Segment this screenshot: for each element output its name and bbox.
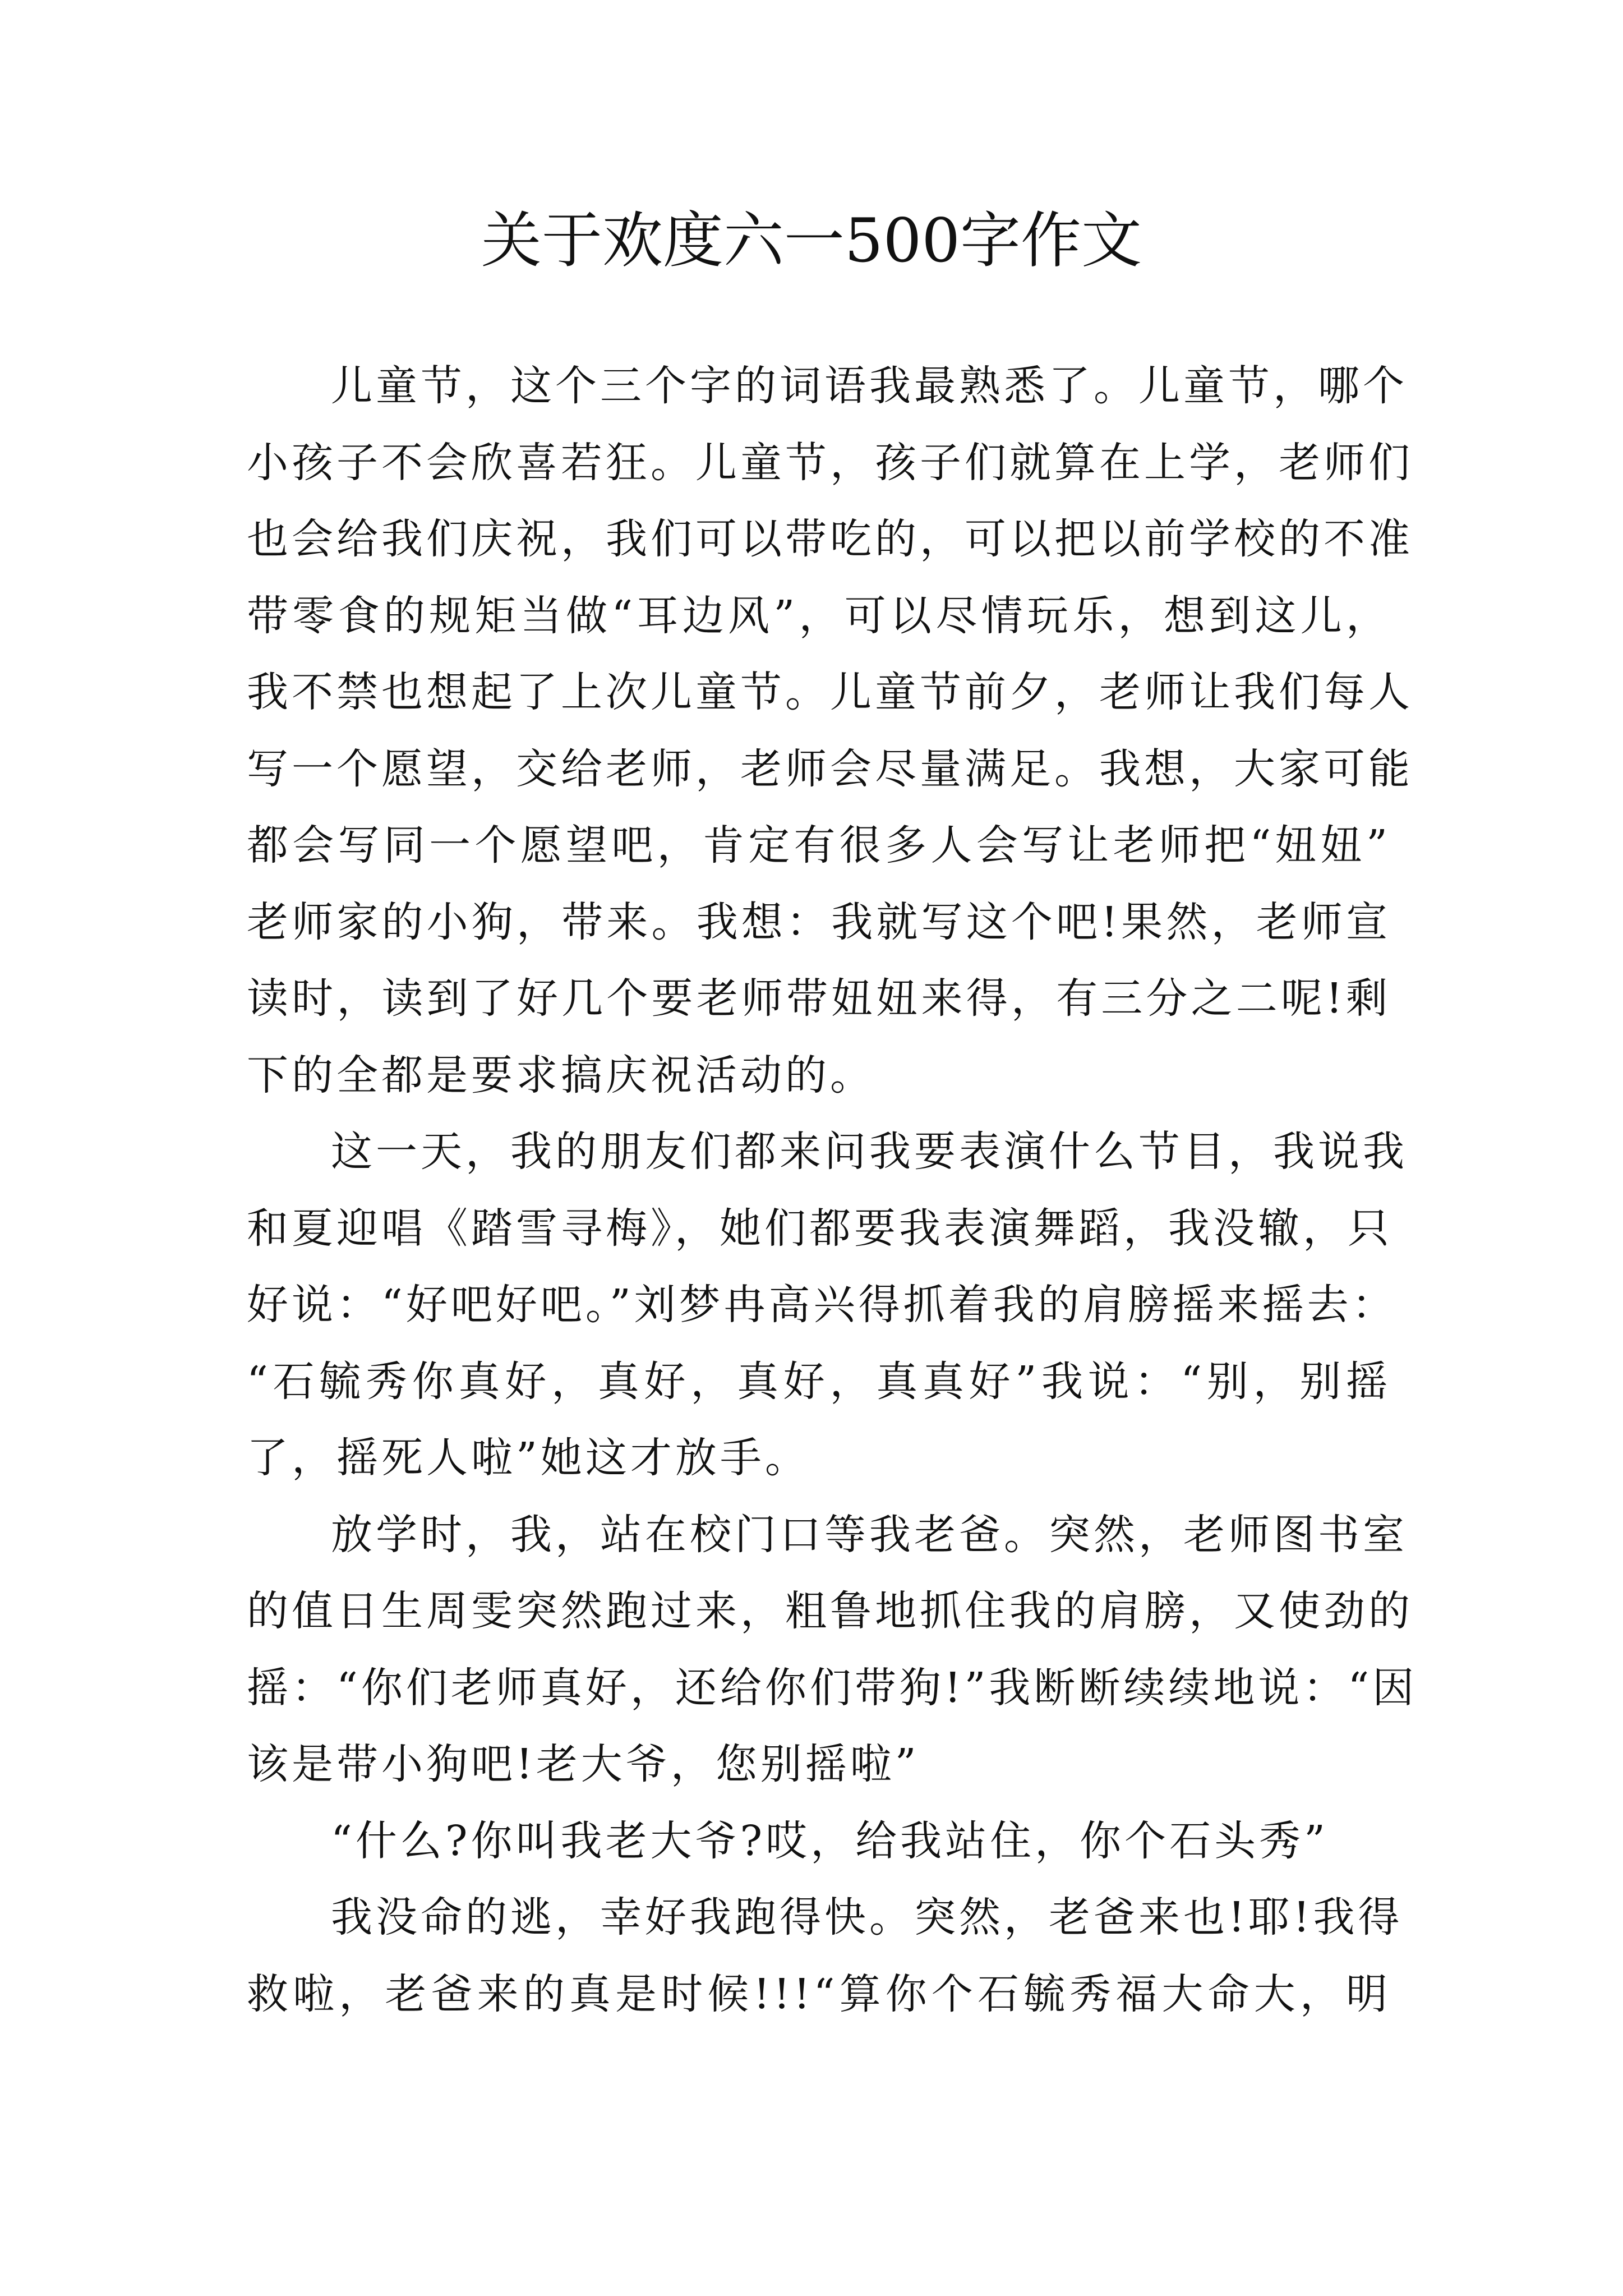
- text-line: 读时，读到了好几个要老师带妞妞来得，有三分之二呢!剩: [247, 974, 1391, 1023]
- text-line: 好说：“好吧好吧。”刘梦冉高兴得抓着我的肩膀摇来摇去：: [247, 1281, 1397, 1329]
- text-line: 我不禁也想起了上次儿童节。儿童节前夕，老师让我们每人: [247, 668, 1413, 716]
- text-line: 都会写同一个愿望吧，肯定有很多人会写让老师把“妞妞”: [247, 821, 1391, 869]
- text-line: 放学时，我，站在校门口等我老爸。突然，老师图书室: [331, 1510, 1408, 1559]
- text-line: 写一个愿望，交给老师，老师会尽量满足。我想，大家可能: [247, 744, 1413, 793]
- text-line: 和夏迎唱《踏雪寻梅》，她们都要我表演舞蹈，我没辙，只: [247, 1204, 1393, 1253]
- text-line: 该是带小狗吧!老大爷，您别摇啦”: [247, 1740, 920, 1788]
- text-line: 我没命的逃，幸好我跑得快。突然，老爸来也!耶!我得: [331, 1893, 1403, 1941]
- text-line: 摇：“你们老师真好，还给你们带狗!”我断断续续地说：“因: [247, 1663, 1418, 1712]
- document-title: 关于欢度六一500字作文: [481, 206, 1142, 276]
- text-line: 带零食的规矩当做“耳边风”，可以尽情玩乐，想到这儿，: [247, 591, 1391, 640]
- text-line: 这一天，我的朋友们都来问我要表演什么节目，我说我: [331, 1128, 1408, 1176]
- text-line: 的值日生周雯突然跑过来，粗鲁地抓住我的肩膀，又使劲的: [247, 1587, 1413, 1635]
- text-line: 也会给我们庆祝，我们可以带吃的，可以把以前学校的不准: [247, 515, 1413, 563]
- text-line: 小孩子不会欣喜若狂。儿童节，孩子们就算在上学，老师们: [247, 438, 1413, 487]
- text-line: 老师家的小狗，带来。我想：我就写这个吧!果然，老师宣: [247, 898, 1391, 946]
- text-line: 儿童节，这个三个字的词语我最熟悉了。儿童节，哪个: [331, 362, 1408, 410]
- text-line: “什么?你叫我老大爷?哎，给我站住，你个石头秀”: [331, 1816, 1329, 1865]
- document-body: [247, 348, 1418, 2032]
- text-line: “石毓秀你真好，真好，真好，真真好”我说：“别，别摇: [247, 1357, 1391, 1406]
- text-line: 救啦，老爸来的真是时候!!!“算你个石毓秀福大命大，明: [247, 1970, 1391, 2018]
- text-line: 下的全都是要求搞庆祝活动的。: [247, 1051, 875, 1099]
- text-line: 了，摇死人啦”她这才放手。: [247, 1434, 810, 1482]
